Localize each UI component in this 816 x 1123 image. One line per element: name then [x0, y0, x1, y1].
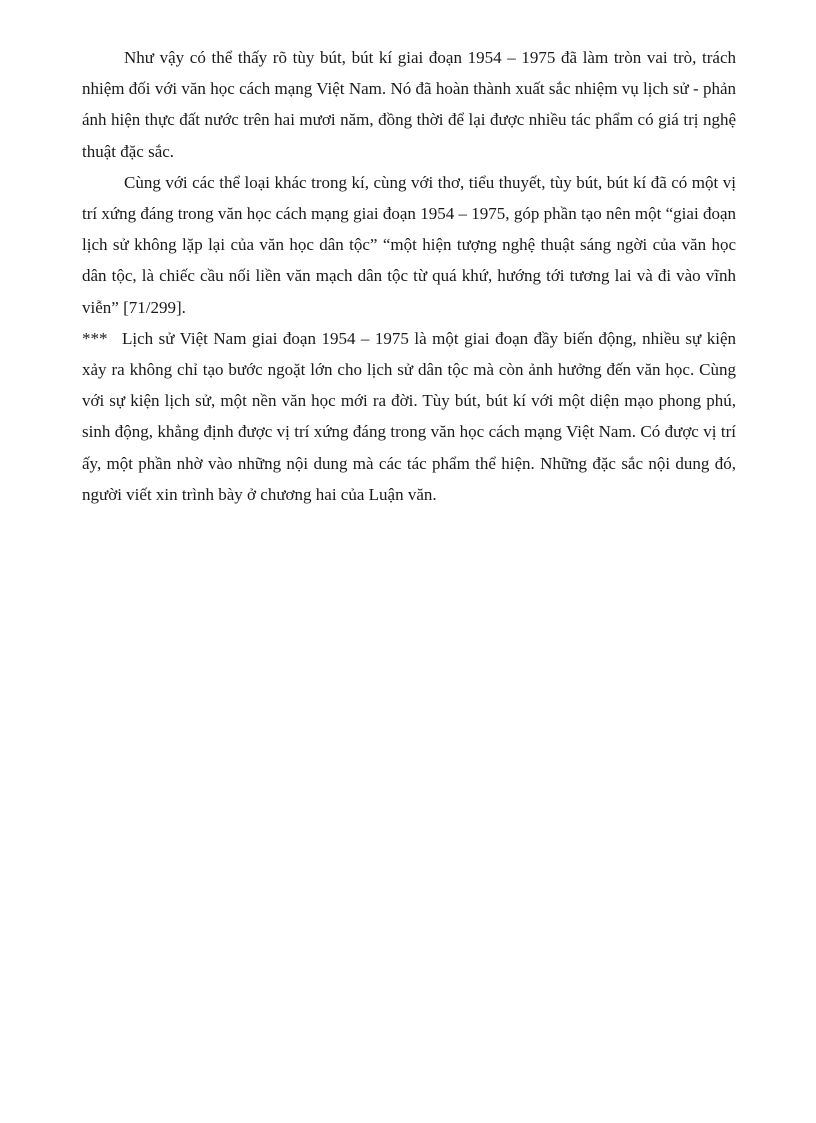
- summary-text: Lịch sử Việt Nam giai đoạn 1954 – 1975 là một giai đoạn đầy biến động, nhiều sự kiện xảy ra không chỉ tạo bước ngoặt lớn cho lịch sử dân tộc mà còn ảnh hưởng đến văn học. Cùng với sự kiện lịch sử, một nền văn học mới ra đời. Tùy bút, bút kí với một diện mạo phong phú, sinh động, khẳng định được vị trí xứng đáng trong văn học cách mạng Việt Nam. Có được vị trí ấy, một phần nhờ vào những nội dung mà các tác phẩm thể hiện. Những đặc sắc nội dung đó, người viết xin trình bày ở chương hai của Luận văn.: [82, 328, 736, 504]
- summary-paragraph: [82, 323, 736, 510]
- paragraph-position: Cùng với các thể loại khác trong kí, cùng với thơ, tiểu thuyết, tùy bút, bút kí đã có một vị trí xứng đáng trong văn học cách mạng giai đoạn 1954 – 1975, góp phần tạo nên một “giai đoạn lịch sử không lặp lại của văn học dân tộc” “một hiện tượng nghệ thuật sáng ngời của văn học dân tộc, là chiếc cầu nối liền văn mạch dân tộc từ quá khứ, hướng tới tương lai và đi vào vĩnh viễn” [71/299].: [82, 172, 736, 317]
- document-page: [82, 42, 736, 510]
- section-marker: ***: [82, 328, 108, 348]
- paragraph-conclusion: Như vậy có thể thấy rõ tùy bút, bút kí giai đoạn 1954 – 1975 đã làm tròn vai trò, trách nhiệm đối với văn học cách mạng Việt Nam. Nó đã hoàn thành xuất sắc nhiệm vụ lịch sử - phản ánh hiện thực đất nước trên hai mươi năm, đồng thời để lại được nhiều tác phẩm có giá trị nghệ thuật đặc sắc.: [82, 48, 736, 161]
